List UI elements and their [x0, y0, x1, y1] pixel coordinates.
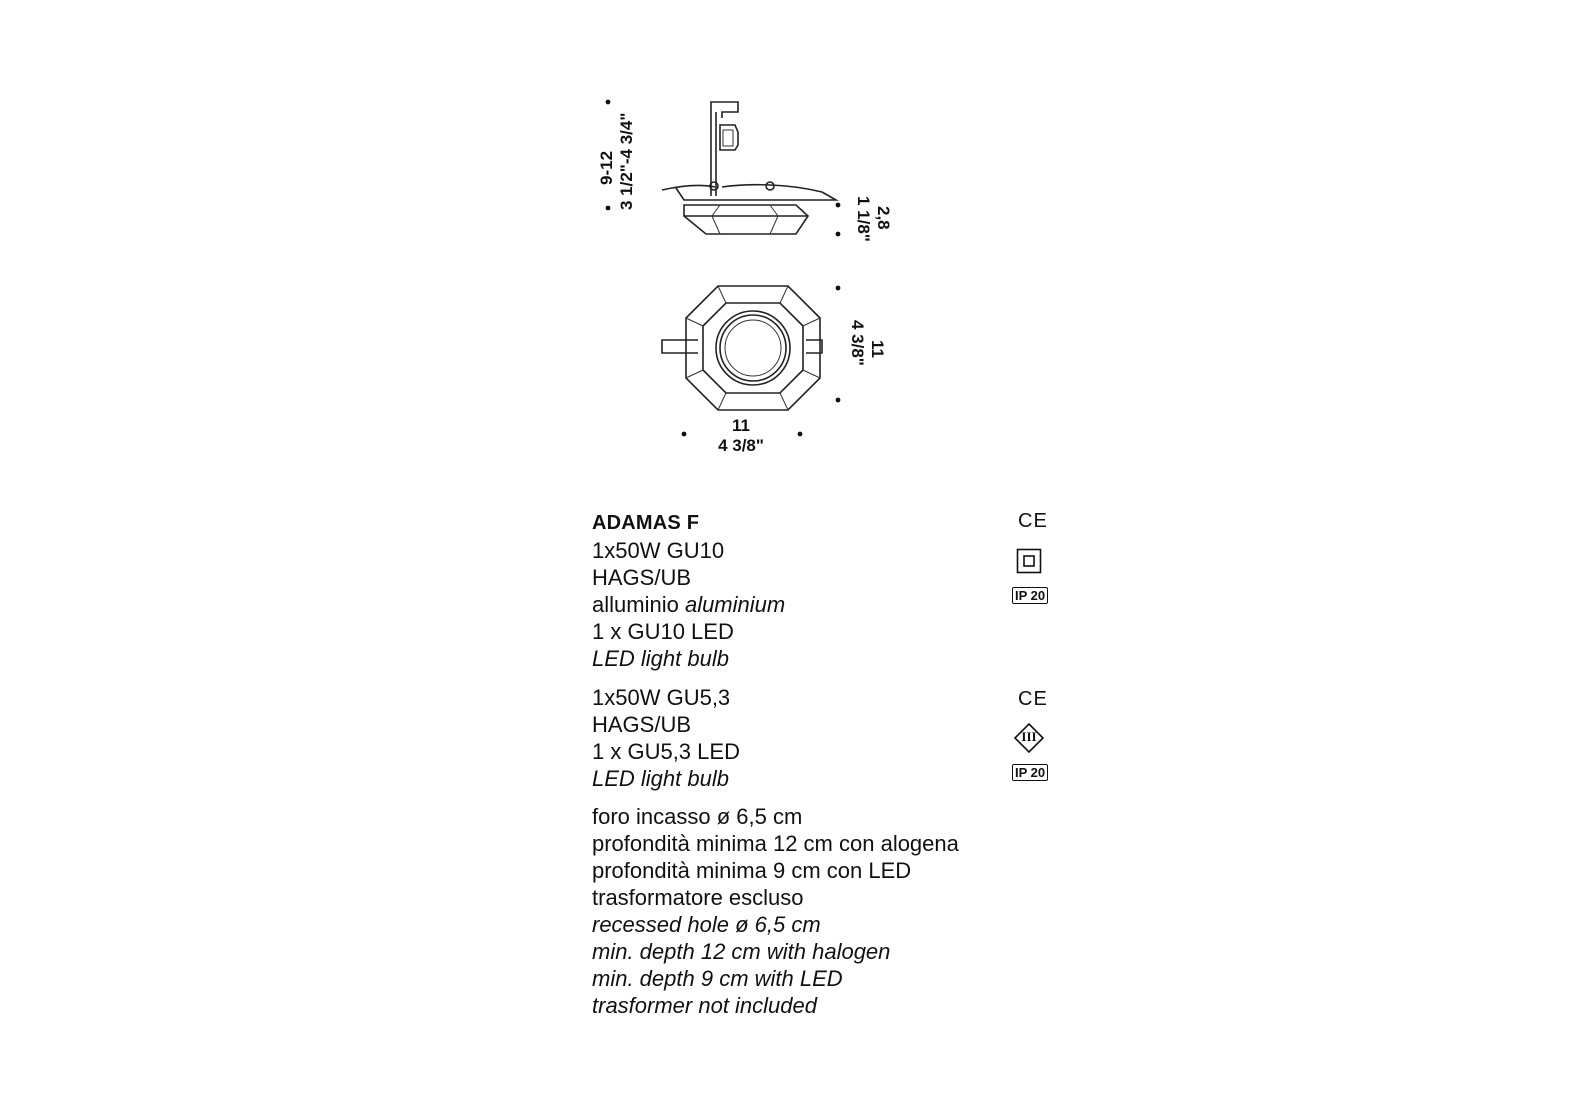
spec-line: 1 x GU5,3 LED [592, 739, 740, 764]
note-line: foro incasso ø 6,5 cm [592, 804, 803, 829]
note-line: profondità minima 12 cm con alogena [592, 831, 959, 856]
ce-mark-icon: CE [1018, 510, 1048, 532]
spec-block-2 [592, 684, 740, 792]
dimension-dot [836, 286, 841, 291]
ip20-icon: IP 20 [1012, 764, 1048, 781]
height-cm-label: 9-12 [597, 150, 616, 185]
notes-block [592, 803, 959, 1019]
note-line: trasformer not included [592, 993, 817, 1018]
note-line: profondità minima 9 cm con LED [592, 858, 912, 883]
spec-line: HAGS/UB [592, 565, 692, 590]
material-line [592, 591, 785, 618]
top-view [662, 286, 887, 455]
height-in-label: 3 1/2"-4 3/4" [617, 112, 636, 210]
product-name: ADAMAS F [592, 512, 700, 534]
spec-line: 1x50W GU10 [592, 538, 725, 563]
note-line: recessed hole ø 6,5 cm [592, 912, 821, 937]
spec-line: 1 x GU10 LED [592, 619, 734, 644]
spec-line: LED light bulb [592, 646, 729, 671]
spec-line: 1x50W GU5,3 [592, 685, 731, 710]
spec-line: HAGS/UB [592, 712, 692, 737]
dimension-dot [836, 232, 841, 237]
class-ii-icon [1016, 548, 1042, 574]
material-it: alluminio [592, 592, 679, 617]
side-cm-label: 11 [868, 340, 887, 358]
note-line: min. depth 9 cm with LED [592, 966, 843, 991]
class-iii-label: III [1021, 729, 1037, 744]
width-in-label: 4 3/8" [718, 436, 764, 455]
spec-line: LED light bulb [592, 766, 729, 791]
class-iii-icon [1013, 722, 1045, 754]
thickness-cm-label: 2,8 [874, 206, 893, 230]
dimension-dot [606, 100, 611, 105]
ce-mark-icon: CE [1018, 688, 1048, 710]
ip20-icon: IP 20 [1012, 587, 1048, 604]
dimension-dot [836, 203, 841, 208]
material-en: aluminium [684, 592, 786, 617]
dimension-dot [682, 432, 687, 437]
side-in-label: 4 3/8" [848, 320, 867, 366]
note-line: trasformatore escluso [592, 885, 804, 910]
thickness-in-label: 1 1/8" [854, 196, 873, 242]
note-line: min. depth 12 cm with halogen [592, 939, 891, 964]
dimension-dot [798, 432, 803, 437]
spec-block-1 [592, 510, 785, 672]
width-cm-label: 11 [732, 416, 750, 435]
dimension-dot [606, 206, 611, 211]
dimension-dot [836, 398, 841, 403]
side-view [597, 100, 893, 242]
